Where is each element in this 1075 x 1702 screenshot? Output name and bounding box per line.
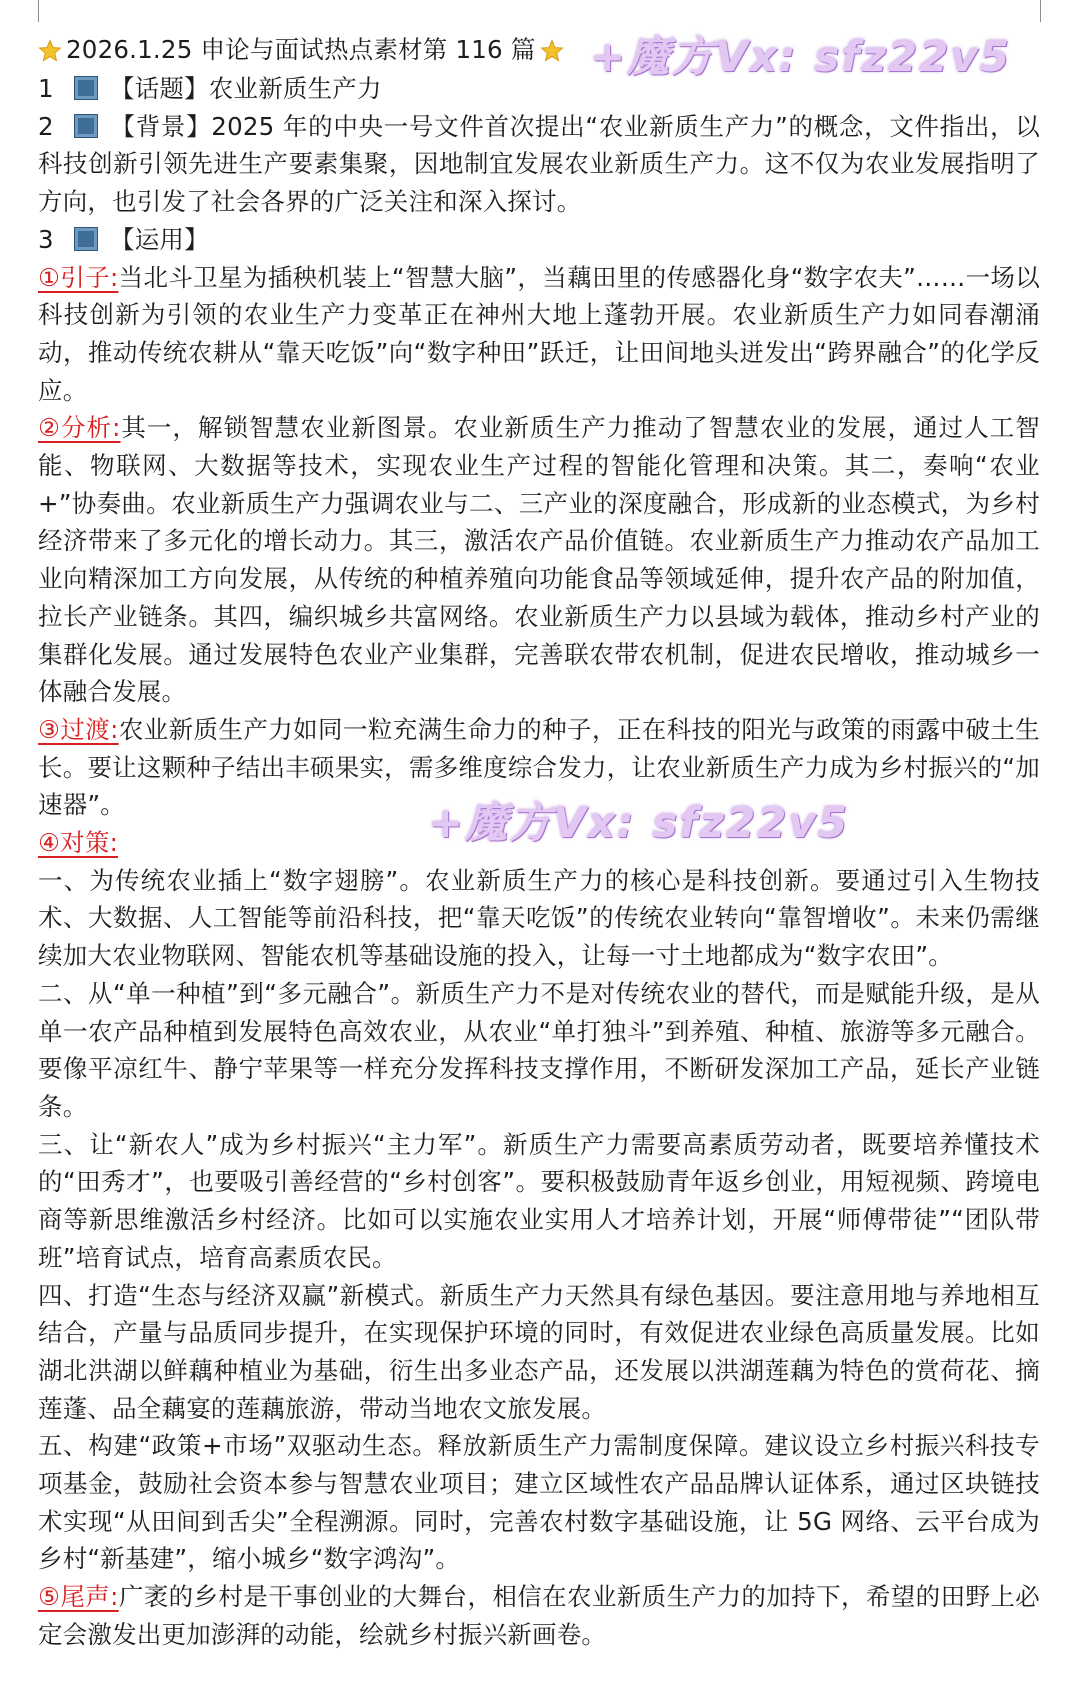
measure-point: 三、让“新农人”成为乡村振兴“主力军”。新质生产力需要高素质劳动者，既要培养懂技术的“田秀才”，也要吸引善经营的“乡村创客”。要积极鼓励青年返乡创业，用短视频、跨境电商等新思维激活乡村经济。比如可以实施农业实用人才培养计划，开展“师傅带徒”“团队带班”培育试点，培育高素质农民。 [38, 1129, 1040, 1272]
watermark-top: +魔方Vx: sfz22v5 [590, 32, 1011, 81]
section-text: 其一，解锁智慧农业新图景。农业新质生产力推动了智慧农业的发展，通过人工智能、物联网、大数据等技术，实现农业生产过程的智能化管理和决策。其二，奏响“农业+”协奏曲。农业新质生产力强调农业与二、三产业的深度融合，形成新的业态模式，为乡村经济带来了多元化的增长动力。其三，激活农产品价值链。农业新质生产力推动农产品加工业向精深加工方向发展，从传统的种植养殖向功能食品等领域延伸，提升农产品的附加值，拉长产业链条。其四，编织城乡共富网络。农业新质生产力以县域为载体，推动乡村产业的集群化发展。通过发展特色农业产业集群，完善联农带农机制，促进农民增收，推动城乡一体融合发展。 [38, 413, 1040, 707]
section-text: 当北斗卫星为插秧机装上“智慧大脑”，当藕田里的传感器化身“数字农夫”……一场以科技创新为引领的农业生产力变革正在神州大地上蓬勃开展。农业新质生产力如同春潮涌动，推动传统农耕从“靠天吃饭”向“数字种田”跃迁，让田间地头迸发出“跨界融合”的化学反应。 [38, 262, 1040, 405]
item-background [38, 108, 1040, 221]
section-text: 农业新质生产力如同一粒充满生命力的种子，正在科技的阳光与政策的雨露中破土生长。要让这颗种子结出丰硕果实，需多维度综合发力，让农业新质生产力成为乡村振兴的“加速器”。 [38, 714, 1040, 820]
blue-square-icon [74, 114, 98, 138]
document-body [38, 30, 1040, 1654]
section-text: 广袤的乡村是干事创业的大舞台，相信在农业新质生产力的加持下，希望的田野上必定会激发出更加澎湃的动能，绘就乡村振兴新画卷。 [38, 1582, 1040, 1649]
section-label: ②分析: [38, 413, 121, 443]
item-text: 【话题】农业新质生产力 [110, 74, 382, 103]
page-edge-right [1040, 0, 1041, 22]
item-topic [38, 70, 1040, 108]
measure-point: 四、打造“生态与经济双赢”新模式。新质生产力天然具有绿色基因。要注意用地与养地相互结合，产量与品质同步提升，在实现保护环境的同时，有效促进农业绿色高质量发展。比如湖北洪湖以鲜藕种植业为基础，衍生出多业态产品，还发展以洪湖莲藕为特色的赏荷花、摘莲蓬、品全藕宴的莲藕旅游，带动当地农文旅发展。 [38, 1280, 1040, 1423]
page-edge-left [38, 0, 39, 22]
item-text: 【运用】 [110, 224, 209, 254]
measure-point: 二、从“单一种植”到“多元融合”。新质生产力不是对传统农业的替代，而是赋能升级，是从单一农产品种植到发展特色高效农业，从农业“单打独斗”到养殖、种植、旅游等多元融合。要像平凉红牛、静宁苹果等一样充分发挥科技支撑作用，不断研发深加工产品，延长产业链条。 [38, 978, 1040, 1121]
item-number: 1 [38, 74, 54, 103]
section-label: ⑤尾声: [38, 1582, 119, 1612]
section-ending [38, 1578, 1040, 1653]
star-icon [540, 39, 564, 63]
section-label: ①引子: [38, 262, 119, 292]
section-label: ③过渡: [38, 714, 119, 744]
blue-square-icon [74, 227, 98, 251]
doc-title: 2026.1.25 申论与面试热点素材第 116 篇 [66, 35, 536, 65]
section-analysis [38, 409, 1040, 711]
star-icon [38, 39, 62, 63]
measure-point: 一、为传统农业插上“数字翅膀”。农业新质生产力的核心是科技创新。要通过引入生物技术、大数据、人工智能等前沿科技，把“靠天吃饭”的传统农业转向“靠智增收”。未来仍需继续加大农业物联网、智能农机等基础设施的投入，让每一寸土地都成为“数字农田”。 [38, 865, 1040, 971]
section-measures [38, 824, 1040, 862]
item-text: 【背景】2025 年的中央一号文件首次提出“农业新质生产力”的概念，文件指出，以科技创新引领先进生产要素集聚，因地制宜发展农业新质生产力。这不仅为农业发展指明了方向，也引发了社会各界的广泛关注和深入探讨。 [38, 111, 1040, 217]
section-intro [38, 259, 1040, 410]
item-number: 2 [38, 111, 54, 141]
blue-square-icon [74, 76, 98, 100]
item-application [38, 221, 1040, 259]
section-label: ④对策: [38, 828, 119, 858]
doc-title-row [38, 30, 1040, 70]
measure-point: 五、构建“政策+市场”双驱动生态。释放新质生产力需制度保障。建议设立乡村振兴科技专项基金，鼓励社会资本参与智慧农业项目；建立区域性农产品品牌认证体系，通过区块链技术实现“从田间到舌尖”全程溯源。同时，完善农村数字基础设施，让 5G 网络、云平台成为乡村“新基建”，缩小城乡“数字鸿沟”。 [38, 1431, 1041, 1574]
item-number: 3 [38, 224, 54, 254]
watermark-middle: +魔方Vx: sfz22v5 [428, 798, 849, 847]
section-transition [38, 711, 1040, 824]
